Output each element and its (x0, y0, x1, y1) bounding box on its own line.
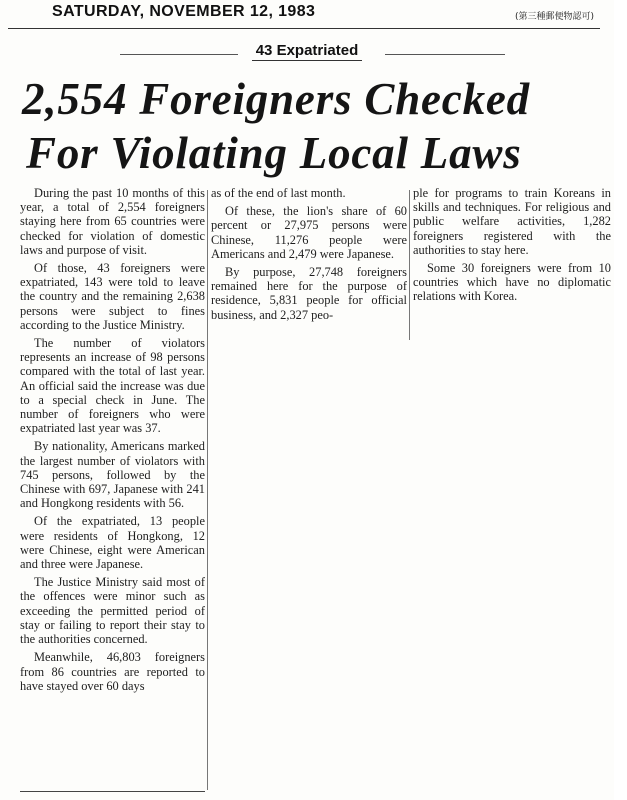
postal-permit-mark: (第三種郵便物認可) (514, 12, 594, 22)
paragraph: Of the expatriated, 13 people were residents of Hongkong, 12 were Chinese, eight were American and three were Japanese. (20, 514, 205, 572)
headline (14, 72, 614, 180)
headline-line-2: For Violating Local Laws (26, 128, 522, 178)
paragraph: The Justice Ministry said most of the offences were minor such as exceeding the permitted period of stay or failing to report their stay to the authorities concerned. (20, 575, 205, 647)
paragraph: By nationality, Americans marked the largest number of violators with 745 persons, followed by the Chinese with 697, Japanese with 241 and Hongkong residents with 56. (20, 439, 205, 511)
paragraph: The number of violators represents an increase of 98 persons compared with the total of last year. An official said the increase was due to a special check in June. The number of foreigners who were expatriated last year was 37. (20, 336, 205, 436)
paragraph: as of the end of last month. (211, 186, 346, 200)
headline-line-1: 2,554 Foreigners Checked (22, 74, 530, 124)
paragraph: During the past 10 months of this year, a total of 2,554 foreigners staying here from 65 countries were checked for violation of domestic laws and purpose of visit. (20, 186, 205, 257)
paragraph: Of these, the lion's share of 60 percent or 27,975 persons were Chinese, 11,276 people were Americans and 2,479 were Japanese. (211, 204, 407, 261)
article-column-2 (211, 186, 407, 326)
paragraph: Some 30 foreigners were from 10 countries which have no diplomatic relations with Korea. (413, 261, 611, 304)
article-column-3 (413, 186, 611, 308)
dateline-date: SATURDAY, NOVEMBER 12, 1983 (52, 3, 316, 20)
kicker-text: 43 Expatriated (252, 42, 363, 61)
paragraph: Of those, 43 foreigners were expatriated, 143 were told to leave the country and the remaining 2,638 persons were subject to fines according to the Justice Ministry. (20, 261, 205, 332)
paragraph: Meanwhile, 46,803 foreigners from 86 countries are reported to have stayed over 60 days (20, 650, 205, 693)
column-rule-1 (207, 190, 208, 790)
bottom-rule (20, 791, 205, 792)
article-column-1 (20, 186, 205, 697)
kicker (0, 42, 614, 61)
column-rule-2 (409, 190, 410, 340)
dateline-bar (8, 2, 600, 29)
paragraph: By purpose, 27,748 foreigners remained here for the purpose of residence, 5,831 people for official business, and 2,327 peo- (211, 265, 407, 322)
paragraph: ple for programs to train Koreans in skills and techniques. For religious and public welfare activities, 1,282 foreigners registered with the authorities to stay here. (413, 186, 611, 257)
